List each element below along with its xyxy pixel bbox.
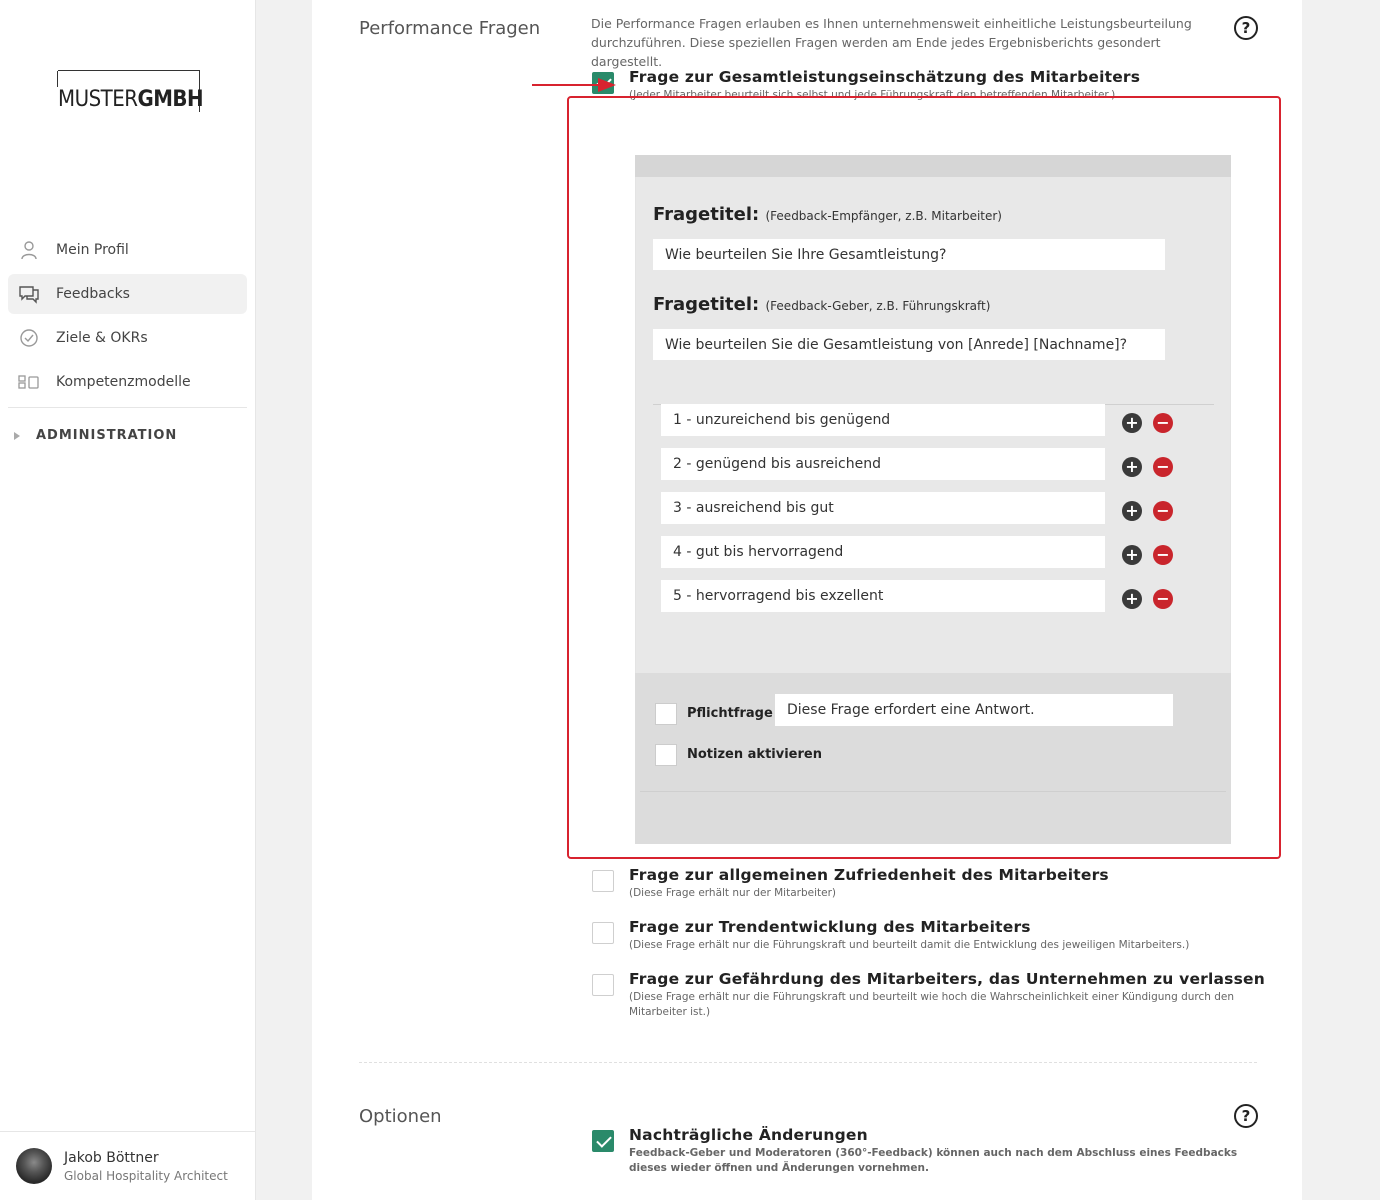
- option-sublabel: (Diese Frage erhält nur der Mitarbeiter): [629, 887, 836, 899]
- option-sublabel: Feedback-Geber und Moderatoren (360°-Feedback) können auch nach dem Abschluss eines Feedbacks dieses wieder öffnen und Änderungen vornehmen.: [629, 1147, 1238, 1174]
- add-option-icon[interactable]: +: [1122, 413, 1142, 433]
- main-nav: [8, 230, 247, 406]
- chat-icon: [18, 283, 40, 305]
- remove-option-icon[interactable]: −: [1153, 413, 1173, 433]
- checkbox-nachtraegliche-aenderungen[interactable]: [592, 1130, 614, 1152]
- option-sublabel: (Diese Frage erhält nur die Führungskraft und beurteilt wie hoch die Wahrscheinlichkeit einer Kündigung durch den Mitarbeiter ist.): [629, 991, 1235, 1018]
- option-label: Frage zur allgemeinen Zufriedenheit des Mitarbeiters: [629, 866, 1109, 884]
- company-logo[interactable]: [58, 70, 204, 112]
- nav-label: Feedbacks: [56, 286, 130, 302]
- help-icon[interactable]: ?: [1234, 16, 1258, 40]
- nav-item-mein-profil[interactable]: [8, 230, 247, 270]
- scale-option-input-4[interactable]: 4 - gut bis hervorragend: [661, 536, 1105, 568]
- section-divider: [359, 1062, 1257, 1063]
- option-sublabel: (Diese Frage erhält nur die Führungskraft und beurteilt damit die Entwicklung des jeweiligen Mitarbeiters.): [629, 939, 1190, 951]
- option-sublabel: (Jeder Mitarbeiter beurteilt sich selbst und jede Führungskraft den betreffenden Mitarbeiter.): [629, 89, 1116, 101]
- performance-description: Die Performance Fragen erlauben es Ihnen unternehmensweit einheitliche Leistungsbeurteilung durchzuführen. Diese speziellen Fragen werden am Ende jedes Ergebnisberichts gesondert dargestellt.: [591, 16, 1192, 69]
- add-option-icon[interactable]: +: [1122, 457, 1142, 477]
- scale-option-input-1[interactable]: 1 - unzureichend bis genügend: [661, 404, 1105, 436]
- remove-option-icon[interactable]: −: [1153, 457, 1173, 477]
- question-title-giver-input[interactable]: Wie beurteilen Sie die Gesamtleistung von [Anrede] [Nachname]?: [653, 329, 1165, 360]
- remove-option-icon[interactable]: −: [1153, 589, 1173, 609]
- nav-item-kompetenzmodelle[interactable]: [8, 362, 247, 402]
- nav-label: Kompetenzmodelle: [56, 374, 191, 390]
- scale-option-input-3[interactable]: 3 - ausreichend bis gut: [661, 492, 1105, 524]
- remove-option-icon[interactable]: −: [1153, 501, 1173, 521]
- add-option-icon[interactable]: +: [1122, 501, 1142, 521]
- avatar: [16, 1148, 52, 1184]
- notes-label: Notizen aktivieren: [687, 747, 822, 762]
- required-label: Pflichtfrage: [687, 706, 773, 721]
- nav-item-ziele-okrs[interactable]: [8, 318, 247, 358]
- scale-option-input-2[interactable]: 2 - genügend bis ausreichend: [661, 448, 1105, 480]
- checkbox-zufriedenheit[interactable]: [592, 870, 614, 892]
- checkbox-trendentwicklung[interactable]: [592, 922, 614, 944]
- annotation-highlight-box: [567, 96, 1281, 859]
- user-role: Global Hospitality Architect: [64, 1169, 228, 1183]
- admin-label: ADMINISTRATION: [36, 428, 178, 443]
- question-title-label-recipient: Fragetitel: (Feedback-Empfänger, z.B. Mitarbeiter): [653, 204, 1002, 225]
- nav-item-feedbacks[interactable]: [8, 274, 247, 314]
- nav-administration[interactable]: [14, 428, 177, 443]
- scale-option-input-5[interactable]: 5 - hervorragend bis exzellent: [661, 580, 1105, 612]
- required-message-input[interactable]: Diese Frage erfordert eine Antwort.: [775, 694, 1173, 726]
- nav-divider: [8, 407, 247, 408]
- model-icon: [18, 371, 40, 393]
- annotation-arrow-icon: [532, 76, 622, 96]
- checkbox-gefaehrdung[interactable]: [592, 974, 614, 996]
- nav-label: Ziele & OKRs: [56, 330, 148, 346]
- help-icon[interactable]: ?: [1234, 1104, 1258, 1128]
- expand-triangle-icon: [14, 432, 20, 440]
- user-icon: [18, 239, 40, 261]
- nav-label: Mein Profil: [56, 242, 129, 258]
- question-title-recipient-input[interactable]: Wie beurteilen Sie Ihre Gesamtleistung?: [653, 239, 1165, 270]
- remove-option-icon[interactable]: −: [1153, 545, 1173, 565]
- section-title-optionen: Optionen: [359, 1106, 442, 1127]
- option-label: Frage zur Trendentwicklung des Mitarbeiters: [629, 918, 1031, 936]
- user-profile[interactable]: [0, 1131, 256, 1200]
- section-title-performance: Performance Fragen: [359, 18, 541, 39]
- check-circle-icon: [18, 327, 40, 349]
- question-title-label-giver: Fragetitel: (Feedback-Geber, z.B. Führungskraft): [653, 294, 991, 315]
- sidebar: [0, 0, 256, 1200]
- option-label: Frage zur Gefährdung des Mitarbeiters, das Unternehmen zu verlassen: [629, 970, 1265, 988]
- user-name: Jakob Böttner: [64, 1150, 159, 1166]
- add-option-icon[interactable]: +: [1122, 589, 1142, 609]
- add-option-icon[interactable]: +: [1122, 545, 1142, 565]
- option-label: Nachträgliche Änderungen: [629, 1126, 868, 1144]
- logo-text: MUSTERGMBH: [58, 87, 204, 112]
- option-label: Frage zur Gesamtleistungseinschätzung des Mitarbeiters: [629, 68, 1141, 86]
